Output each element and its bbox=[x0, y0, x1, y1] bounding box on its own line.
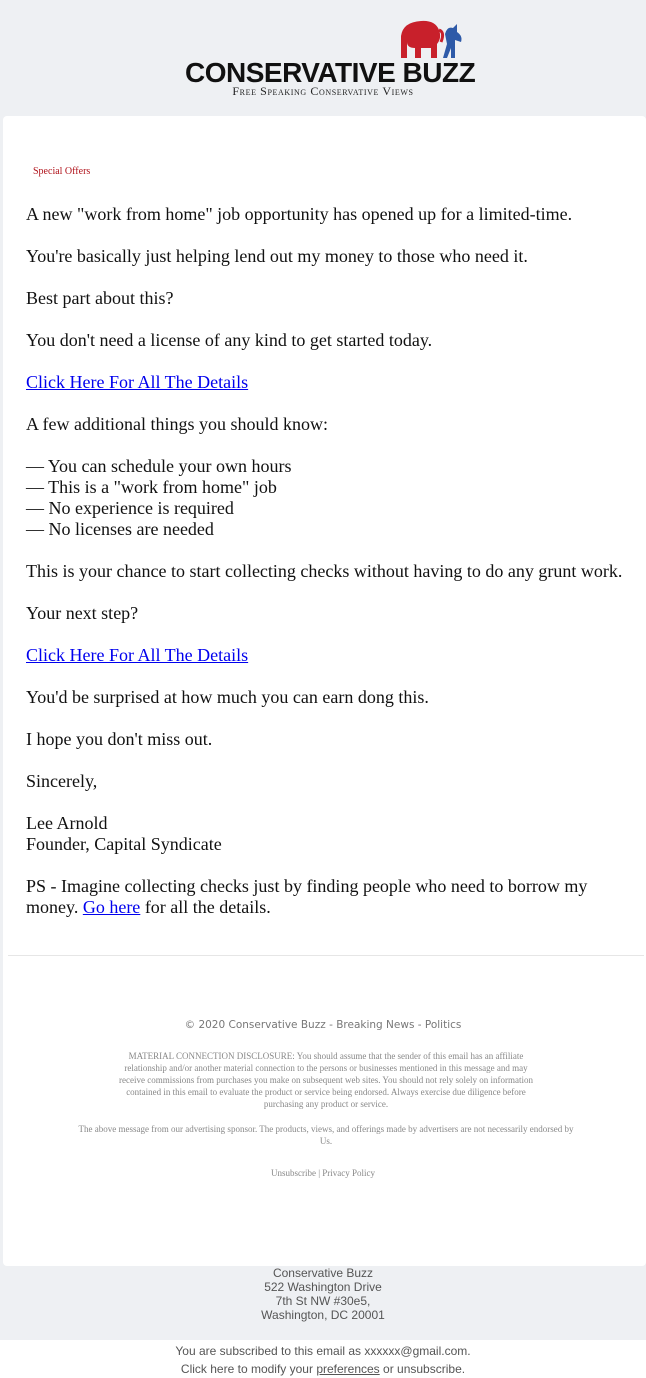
link-separator: | bbox=[318, 1168, 321, 1178]
address-line: 522 Washington Drive bbox=[264, 1280, 382, 1294]
brand-tagline: Free Speaking Conservative Views bbox=[232, 84, 414, 98]
preferences-link[interactable]: preferences bbox=[316, 1362, 380, 1376]
signature bbox=[26, 813, 630, 855]
subscription-notice bbox=[0, 1342, 646, 1378]
intro-paragraph: A new "work from home" job opportunity has opened up for a limited-time. bbox=[26, 204, 573, 224]
privacy-policy-link[interactable]: Privacy Policy bbox=[322, 1168, 376, 1178]
subscribed-text: You are subscribed to this email as xxxxxx@gmail.com. bbox=[175, 1344, 471, 1358]
body-paragraph: I hope you don't miss out. bbox=[26, 729, 213, 749]
footer-links bbox=[0, 1167, 646, 1179]
ps-text-end: for all the details. bbox=[144, 897, 271, 917]
details-link[interactable]: Click Here For All The Details bbox=[26, 645, 249, 665]
category-label: Special Offers bbox=[33, 166, 91, 177]
signature-title: Founder, Capital Syndicate bbox=[26, 834, 222, 854]
go-here-link[interactable]: Go here bbox=[82, 897, 141, 917]
disclosure-text: MATERIAL CONNECTION DISCLOSURE: You should assume that the sender of this email has an affiliate relationship and/or another material connection to the persons or businesses mentioned in this message and may receive commissions from purchases you make on subsequent web sites. You should not rely solely on information contained in this email to evaluate the product or service being endorsed. Always exercise due diligence before purchasing any product or service. bbox=[119, 1051, 533, 1109]
closing: Sincerely, bbox=[26, 771, 98, 791]
body-paragraph: Your next step? bbox=[26, 603, 139, 623]
body-paragraph: Best part about this? bbox=[26, 288, 174, 308]
body-paragraph: This is your chance to start collecting checks without having to do any grunt work. bbox=[26, 561, 623, 581]
address-name: Conservative Buzz bbox=[272, 1266, 374, 1280]
bullet-list bbox=[26, 456, 630, 540]
ps-paragraph bbox=[26, 876, 630, 918]
ps-text: PS - Imagine collecting checks just by finding people who need to borrow my money. bbox=[26, 876, 588, 917]
body-paragraph: You don't need a license of any kind to get started today. bbox=[26, 330, 433, 350]
address-line: 7th St NW #30e5, bbox=[275, 1294, 371, 1308]
email-body bbox=[26, 204, 630, 939]
body-paragraph: You're basically just helping lend out my money to those who need it. bbox=[26, 246, 528, 266]
modify-suffix: or unsubscribe. bbox=[383, 1362, 466, 1376]
bullet-item: — No licenses are needed bbox=[26, 519, 214, 539]
bullet-item: — No experience is required bbox=[26, 498, 234, 518]
body-paragraph: You'd be surprised at how much you can earn dong this. bbox=[26, 687, 429, 707]
bullet-item: — This is a "work from home" job bbox=[26, 477, 277, 497]
copyright: © 2020 Conservative Buzz - Breaking News - Politics bbox=[184, 1019, 462, 1031]
sponsor-text: The above message from our advertising sponsor. The products, views, and offerings made by advertisers are not necessarily endorsed by Us. bbox=[78, 1124, 574, 1146]
brand-logo[interactable] bbox=[185, 18, 476, 100]
modify-text bbox=[0, 1360, 646, 1378]
body-paragraph: A few additional things you should know: bbox=[26, 414, 328, 434]
unsubscribe-link[interactable]: Unsubscribe bbox=[270, 1168, 316, 1178]
signature-name: Lee Arnold bbox=[26, 813, 108, 833]
details-link[interactable]: Click Here For All The Details bbox=[26, 372, 249, 392]
modify-prefix: Click here to modify your bbox=[180, 1362, 313, 1376]
bullet-item: — You can schedule your own hours bbox=[26, 456, 292, 476]
address-line: Washington, DC 20001 bbox=[261, 1308, 385, 1322]
mailing-address bbox=[0, 1266, 646, 1322]
brand-title: CONSERVATIVE BUZZ bbox=[185, 57, 476, 88]
divider bbox=[8, 955, 644, 956]
